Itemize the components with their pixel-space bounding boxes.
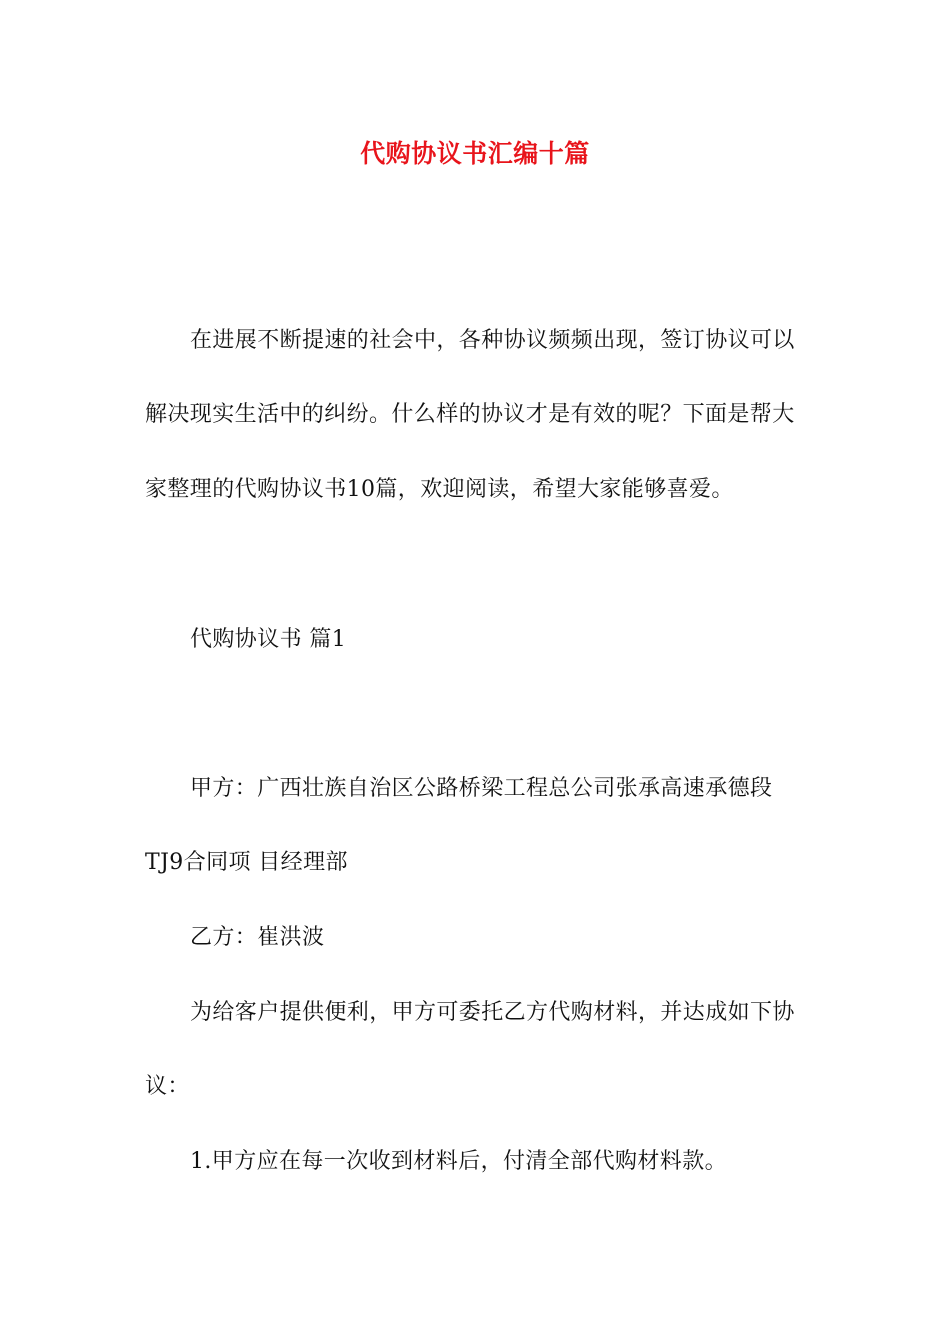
intro-line-1: 在进展不断提速的社会中，各种协议频频出现，签订协议可以: [190, 328, 795, 353]
intro-line-3: 家整理的代购协议书10篇，欢迎阅读，希望大家能够喜爱。: [145, 477, 734, 502]
section-heading: 代购协议书 篇1: [190, 627, 347, 652]
document-title: 代购协议书汇编十篇: [360, 139, 590, 168]
party-b: 乙方：崔洪波: [190, 925, 325, 950]
party-a-line-2: TJ9合同项 目经理部: [145, 850, 348, 875]
intro-line-2: 解决现实生活中的纠纷。什么样的协议才是有效的呢？下面是帮大: [145, 402, 795, 427]
party-a-line-1: 甲方：广西壮族自治区公路桥梁工程总公司张承高速承德段: [190, 776, 773, 801]
preamble-line-2: 议：: [145, 1074, 190, 1099]
clause-1: 1.甲方应在每一次收到材料后，付清全部代购材料款。: [190, 1149, 727, 1174]
preamble-line-1: 为给客户提供便利，甲方可委托乙方代购材料，并达成如下协: [190, 1000, 795, 1025]
